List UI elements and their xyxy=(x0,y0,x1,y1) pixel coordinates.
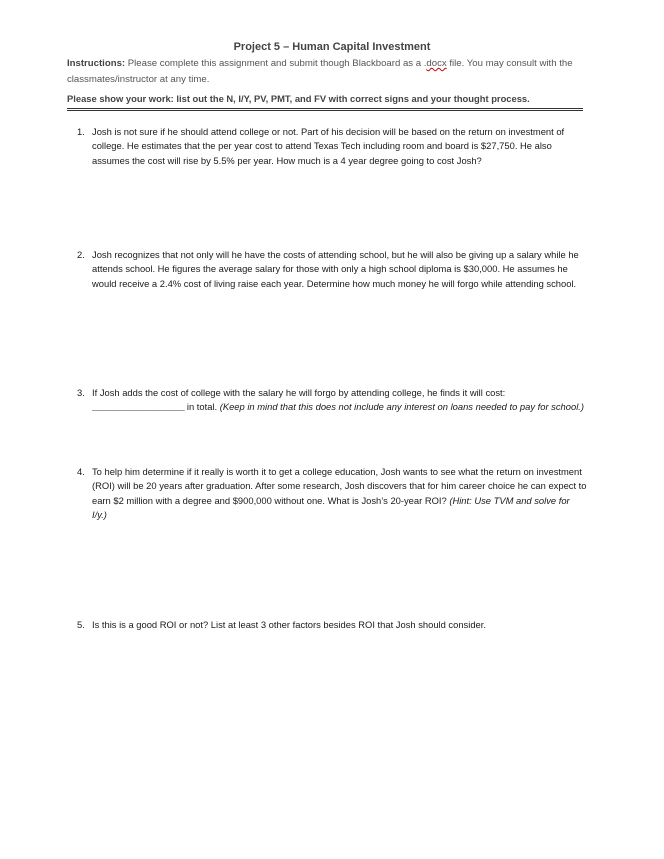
instructions-label: Instructions: xyxy=(67,58,126,69)
instructions-paragraph xyxy=(67,56,587,88)
question-3-text-after: in total. xyxy=(184,401,220,413)
question-1-number: 1. xyxy=(77,126,85,137)
instructions-text-after: file. You may consult with the classmates/instructor at any time. xyxy=(67,58,573,85)
docx-spellcheck-word: docx xyxy=(426,58,447,69)
question-5 xyxy=(77,618,587,632)
question-4-text xyxy=(92,465,587,522)
question-1-text: Josh is not sure if he should attend college or not. Part of his decision will be based on the return on investment of college. He estimates that the per year cost to attend Texas Tech including room and board is $27,750. He also assumes the cost will rise by 5.5% per year. How much is a 4 year degree going to cost Josh? xyxy=(92,126,565,166)
document-title: Project 5 – Human Capital Investment xyxy=(233,41,431,53)
question-1 xyxy=(77,125,587,168)
question-3-number: 3. xyxy=(77,387,85,398)
show-work-note: Please show your work: list out the N, I/Y, PV, PMT, and FV with correct signs and your thought process. xyxy=(67,92,583,111)
question-5-number: 5. xyxy=(77,619,85,630)
question-2 xyxy=(77,248,587,291)
question-4-main-text: To help him determine if it really is worth it to get a college education, Josh wants to see what the return on investment (ROI) will be 20 years after graduation. After some research, Josh discovers that for him career choice he can expect to earn $2 million with a degree and $900,000 without one. What is Josh’s 20-year ROI? xyxy=(92,466,587,506)
question-5-text: Is this is a good ROI or not? List at least 3 other factors besides ROI that Josh should consider. xyxy=(92,619,486,630)
question-3-answer-blank[interactable]: __________________ xyxy=(92,402,185,414)
question-4 xyxy=(77,465,587,522)
question-3-text xyxy=(92,386,587,416)
question-4-hint: (Hint: Use TVM and solve for I/y.) xyxy=(92,494,570,520)
question-3 xyxy=(77,386,587,416)
instructions-text-before: Please complete this assignment and submit though Blackboard as a . xyxy=(125,58,427,69)
question-2-number: 2. xyxy=(77,249,85,260)
question-4-number: 4. xyxy=(77,466,85,477)
question-2-text: Josh recognizes that not only will he have the costs of attending school, but he will also be giving up a salary while he attends school. He figures the average salary for those with only a high school diploma is $30,000. He assumes he would receive a 2.4% cost of living raise each year. Determine how much money he will forgo while attending school. xyxy=(92,249,579,289)
question-3-italic-note: (Keep in mind that this does not include any interest on loans needed to pay for school.) xyxy=(219,401,585,413)
question-3-text-before: If Josh adds the cost of college with the salary he will forgo by attending college, he finds it will cost: xyxy=(92,387,506,398)
